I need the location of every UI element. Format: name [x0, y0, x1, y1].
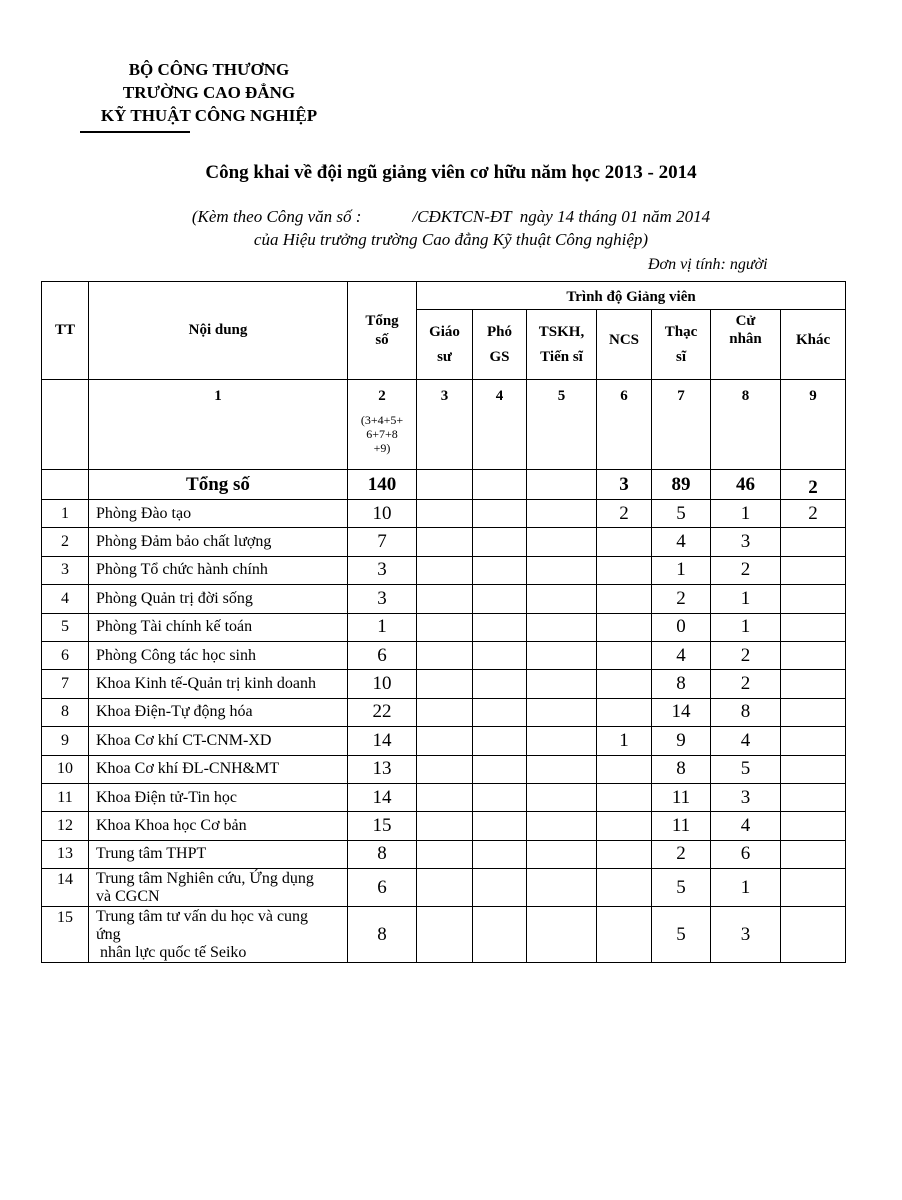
- row-khac: [781, 840, 846, 868]
- row-pgs: [473, 613, 527, 641]
- row-name-line: Khoa Cơ khí CT-CNM-XD: [96, 731, 272, 749]
- row-cn: 6: [711, 840, 781, 868]
- row-total: 3: [348, 556, 417, 584]
- row-ncs: [597, 869, 652, 907]
- col-header-cn-line1: Cử: [735, 313, 756, 329]
- row-name: [89, 755, 348, 783]
- row-name-line: Phòng Đào tạo: [96, 504, 192, 522]
- row-khac: [781, 698, 846, 726]
- col-header-total: [348, 282, 417, 380]
- row-ths: 5: [652, 500, 711, 528]
- row-ths: 5: [652, 907, 711, 963]
- row-gs: [417, 641, 473, 669]
- index-cell: 4: [473, 380, 527, 470]
- row-name: [89, 670, 348, 698]
- total-row: [42, 470, 846, 500]
- row-tt: 14: [42, 869, 89, 907]
- col-header-cn: [711, 310, 781, 380]
- col-header-group: Trình độ Giảng viên: [417, 282, 846, 310]
- row-tskh: [527, 840, 597, 868]
- row-khac: [781, 727, 846, 755]
- row-pgs: [473, 670, 527, 698]
- row-khac: [781, 907, 846, 963]
- row-ths: 11: [652, 783, 711, 811]
- row-tskh: [527, 641, 597, 669]
- row-total: 8: [348, 840, 417, 868]
- row-cn: 1: [711, 613, 781, 641]
- table-row: [42, 641, 846, 669]
- row-cn: 3: [711, 783, 781, 811]
- row-pgs: [473, 869, 527, 907]
- row-khac: [781, 641, 846, 669]
- col-header-gs: [417, 310, 473, 380]
- row-khac: [781, 556, 846, 584]
- row-tskh: [527, 670, 597, 698]
- col-header-gs-line1: Giáo: [429, 323, 460, 340]
- index-cell-total-number: 2: [378, 388, 386, 404]
- document-subtitle-line1: (Kèm theo Công văn số : /CĐKTCN-ĐT ngày 14 tháng 01 năm 2014: [191, 207, 711, 226]
- table-row: [42, 755, 846, 783]
- row-cn: 2: [711, 641, 781, 669]
- row-gs: [417, 500, 473, 528]
- row-tt: 11: [42, 783, 89, 811]
- row-ths: 4: [652, 528, 711, 556]
- row-tt: 1: [42, 500, 89, 528]
- document-title: Công khai về đội ngũ giảng viên cơ hữu năm học 2013 - 2014: [205, 162, 697, 183]
- total-row-pgs: [473, 470, 527, 500]
- formula-line3: +9): [373, 441, 391, 455]
- row-name-line: Phòng Đảm bảo chất lượng: [96, 533, 272, 551]
- table-row: [42, 727, 846, 755]
- row-total: 1: [348, 613, 417, 641]
- index-cell: 8: [711, 380, 781, 470]
- row-name: [89, 613, 348, 641]
- col-header-pgs-line1: Phó: [486, 323, 512, 340]
- col-header-tskh-line1: TSKH,: [538, 323, 585, 340]
- row-total: 10: [348, 500, 417, 528]
- row-name: [89, 585, 348, 613]
- table-row: [42, 869, 846, 907]
- row-ncs: 2: [597, 500, 652, 528]
- total-row-tskh: [527, 470, 597, 500]
- row-pgs: [473, 783, 527, 811]
- row-name: [89, 907, 348, 963]
- row-name-line: ứng: [96, 925, 121, 943]
- col-header-ths-line1: Thạc: [664, 323, 698, 340]
- row-ncs: [597, 641, 652, 669]
- row-pgs: [473, 556, 527, 584]
- row-ths: 4: [652, 641, 711, 669]
- document-subtitle-line2: của Hiệu trưởng trường Cao đẳng Kỹ thuật Công nghiệp): [253, 230, 649, 249]
- row-cn: 2: [711, 670, 781, 698]
- table-row: [42, 840, 846, 868]
- row-pgs: [473, 698, 527, 726]
- row-name-line: Phòng Tổ chức hành chính: [96, 561, 268, 579]
- table-row: [42, 556, 846, 584]
- row-name-line: Trung tâm tư vấn du học và cung: [96, 907, 309, 925]
- row-pgs: [473, 840, 527, 868]
- row-total: 22: [348, 698, 417, 726]
- row-total: 6: [348, 869, 417, 907]
- row-tskh: [527, 613, 597, 641]
- row-gs: [417, 528, 473, 556]
- col-header-pgs-line2: GS: [489, 348, 510, 365]
- row-name: [89, 641, 348, 669]
- row-ths: 9: [652, 727, 711, 755]
- col-header-content: Nội dung: [89, 282, 348, 380]
- row-ths: 2: [652, 585, 711, 613]
- row-pgs: [473, 907, 527, 963]
- row-tt: 12: [42, 812, 89, 840]
- row-khac: [781, 812, 846, 840]
- row-gs: [417, 670, 473, 698]
- index-cell: 9: [781, 380, 846, 470]
- col-header-ths: [652, 310, 711, 380]
- row-total: 3: [348, 585, 417, 613]
- row-ncs: [597, 783, 652, 811]
- row-tt: 13: [42, 840, 89, 868]
- index-cell-total: [348, 380, 417, 470]
- col-header-cn-line2: nhân: [729, 331, 762, 347]
- row-tskh: [527, 727, 597, 755]
- row-tt: 10: [42, 755, 89, 783]
- total-row-khac: 2: [781, 470, 846, 500]
- row-tt: 3: [42, 556, 89, 584]
- row-tskh: [527, 528, 597, 556]
- row-khac: [781, 755, 846, 783]
- row-ncs: [597, 840, 652, 868]
- row-ths: 14: [652, 698, 711, 726]
- row-total: 7: [348, 528, 417, 556]
- row-tskh: [527, 556, 597, 584]
- row-cn: 1: [711, 869, 781, 907]
- row-ths: 11: [652, 812, 711, 840]
- row-tt: 8: [42, 698, 89, 726]
- row-name-line: và CGCN: [96, 887, 160, 905]
- col-header-total-line2: số: [375, 331, 389, 348]
- row-khac: [781, 670, 846, 698]
- col-header-tskh: [527, 310, 597, 380]
- row-tt: 9: [42, 727, 89, 755]
- total-row-gs: [417, 470, 473, 500]
- col-header-gs-line2: sư: [437, 348, 452, 365]
- row-name-line: Trung tâm THPT: [96, 845, 207, 863]
- table-row: [42, 698, 846, 726]
- row-khac: 2: [781, 500, 846, 528]
- row-pgs: [473, 727, 527, 755]
- row-name: [89, 869, 348, 907]
- row-tt: 6: [42, 641, 89, 669]
- row-cn: 4: [711, 812, 781, 840]
- row-ncs: [597, 556, 652, 584]
- row-cn: 1: [711, 585, 781, 613]
- col-header-pgs: [473, 310, 527, 380]
- table-row: [42, 907, 846, 963]
- row-khac: [781, 783, 846, 811]
- row-total: 13: [348, 755, 417, 783]
- row-cn: 4: [711, 727, 781, 755]
- row-tskh: [527, 585, 597, 613]
- row-ncs: [597, 613, 652, 641]
- row-gs: [417, 840, 473, 868]
- table-row: [42, 812, 846, 840]
- row-name-line: Khoa Khoa học Cơ bản: [96, 816, 247, 834]
- school-name-line2: KỸ THUẬT CÔNG NGHIỆP: [100, 106, 318, 125]
- row-total: 14: [348, 783, 417, 811]
- total-row-ncs: 3: [597, 470, 652, 500]
- row-name: [89, 727, 348, 755]
- col-header-ncs: NCS: [597, 310, 652, 380]
- row-ths: 8: [652, 670, 711, 698]
- row-khac: [781, 528, 846, 556]
- header-underline: [80, 131, 190, 133]
- row-ncs: [597, 812, 652, 840]
- row-khac: [781, 585, 846, 613]
- row-ths: 5: [652, 869, 711, 907]
- row-gs: [417, 585, 473, 613]
- row-ths: 2: [652, 840, 711, 868]
- row-ncs: [597, 528, 652, 556]
- col-header-total-line1: Tổng: [365, 312, 399, 329]
- unit-note: Đơn vị tính: người: [648, 256, 768, 273]
- row-cn: 8: [711, 698, 781, 726]
- row-tskh: [527, 698, 597, 726]
- row-khac: [781, 613, 846, 641]
- row-tskh: [527, 907, 597, 963]
- row-total: 10: [348, 670, 417, 698]
- row-name: [89, 556, 348, 584]
- formula-line2: 6+7+8: [366, 427, 398, 441]
- row-name-line: Khoa Điện tử-Tin học: [96, 788, 237, 806]
- row-ncs: [597, 755, 652, 783]
- formula-line1: (3+4+5+: [360, 413, 404, 427]
- row-pgs: [473, 528, 527, 556]
- total-row-cn: 46: [711, 470, 781, 500]
- index-row: [42, 380, 846, 470]
- row-name-line: Phòng Công tác học sinh: [96, 646, 256, 664]
- table-row: [42, 670, 846, 698]
- index-cell: 1: [89, 380, 348, 470]
- row-name-line: Trung tâm Nghiên cứu, Ứng dụng: [96, 869, 314, 887]
- row-ncs: [597, 585, 652, 613]
- school-name: TRƯỜNG CAO ĐẲNG: [122, 83, 296, 102]
- row-khac: [781, 869, 846, 907]
- row-cn: 5: [711, 755, 781, 783]
- row-pgs: [473, 585, 527, 613]
- total-row-ths: 89: [652, 470, 711, 500]
- table-row: [42, 783, 846, 811]
- col-header-tskh-line2: Tiến sĩ: [540, 348, 583, 365]
- row-gs: [417, 869, 473, 907]
- row-total: 8: [348, 907, 417, 963]
- row-name: [89, 528, 348, 556]
- row-ths: 1: [652, 556, 711, 584]
- ministry-name: BỘ CÔNG THƯƠNG: [128, 60, 290, 79]
- row-name: [89, 840, 348, 868]
- row-gs: [417, 613, 473, 641]
- row-pgs: [473, 812, 527, 840]
- table-row: [42, 528, 846, 556]
- row-tt: 4: [42, 585, 89, 613]
- row-name-line: Phòng Tài chính kế toán: [96, 618, 253, 636]
- row-gs: [417, 727, 473, 755]
- index-cell: 5: [527, 380, 597, 470]
- table-row: [42, 500, 846, 528]
- row-tt: 5: [42, 613, 89, 641]
- row-name-line: Phòng Quản trị đời sống: [96, 589, 253, 607]
- table-row: [42, 585, 846, 613]
- row-cn: 1: [711, 500, 781, 528]
- table-body: [42, 500, 846, 963]
- row-tt: 15: [42, 907, 89, 963]
- org-header: [84, 58, 334, 127]
- row-cn: 2: [711, 556, 781, 584]
- row-name-line: nhân lực quốc tế Seiko: [96, 943, 247, 961]
- row-cn: 3: [711, 907, 781, 963]
- row-ths: 8: [652, 755, 711, 783]
- row-gs: [417, 755, 473, 783]
- row-tt: 7: [42, 670, 89, 698]
- row-name-line: Khoa Cơ khí ĐL-CNH&MT: [96, 760, 280, 778]
- total-row-total: 140: [348, 470, 417, 500]
- row-total: 15: [348, 812, 417, 840]
- row-name: [89, 783, 348, 811]
- col-header-ths-line2: sĩ: [675, 348, 686, 365]
- row-tskh: [527, 783, 597, 811]
- row-name: [89, 500, 348, 528]
- row-ncs: [597, 670, 652, 698]
- table-row: [42, 613, 846, 641]
- row-pgs: [473, 641, 527, 669]
- row-ths: 0: [652, 613, 711, 641]
- col-header-khac: Khác: [781, 310, 846, 380]
- staff-table: [41, 281, 846, 963]
- col-header-tt: TT: [42, 282, 89, 380]
- row-ncs: [597, 698, 652, 726]
- row-gs: [417, 812, 473, 840]
- row-tskh: [527, 812, 597, 840]
- row-gs: [417, 556, 473, 584]
- row-name: [89, 812, 348, 840]
- index-cell: 6: [597, 380, 652, 470]
- row-tskh: [527, 755, 597, 783]
- index-cell-empty: [42, 380, 89, 470]
- row-pgs: [473, 755, 527, 783]
- row-tskh: [527, 500, 597, 528]
- total-row-tt: [42, 470, 89, 500]
- row-ncs: [597, 907, 652, 963]
- index-cell: 3: [417, 380, 473, 470]
- row-tt: 2: [42, 528, 89, 556]
- row-gs: [417, 783, 473, 811]
- row-pgs: [473, 500, 527, 528]
- total-row-label: Tổng số: [89, 470, 348, 500]
- index-cell: 7: [652, 380, 711, 470]
- row-ncs: 1: [597, 727, 652, 755]
- row-total: 14: [348, 727, 417, 755]
- row-name-line: Khoa Kinh tế-Quản trị kinh doanh: [96, 675, 316, 693]
- row-cn: 3: [711, 528, 781, 556]
- row-name: [89, 698, 348, 726]
- row-total: 6: [348, 641, 417, 669]
- row-tskh: [527, 869, 597, 907]
- row-gs: [417, 698, 473, 726]
- row-gs: [417, 907, 473, 963]
- row-name-line: Khoa Điện-Tự động hóa: [96, 703, 253, 721]
